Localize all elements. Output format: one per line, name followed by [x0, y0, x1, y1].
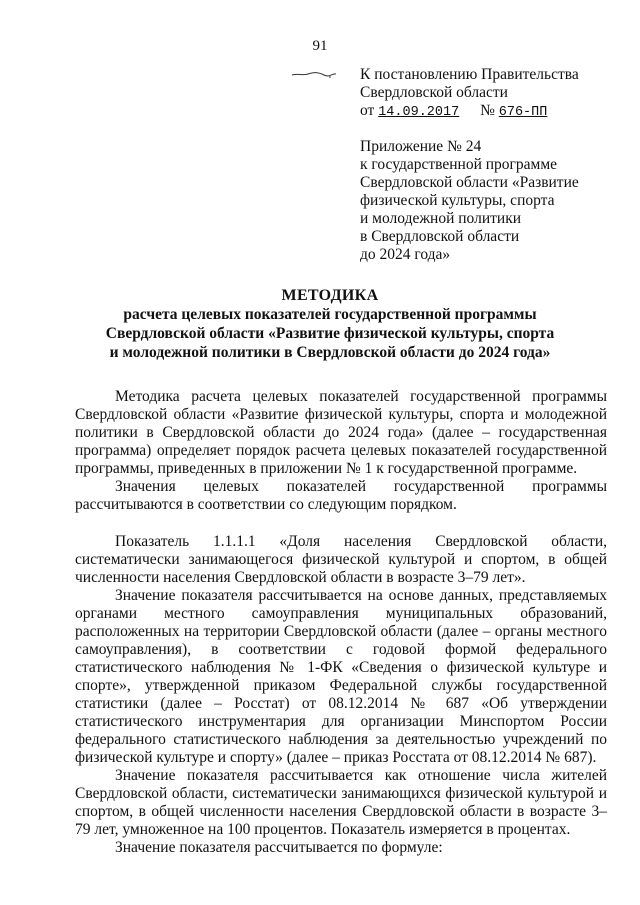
handwritten-mark [290, 66, 338, 80]
appendix-line: физической культуры, спорта [360, 192, 555, 209]
appendix-line: Свердловской области «Развитие [360, 174, 579, 191]
document-body [75, 388, 607, 857]
appendix-line: и молодежной политики [360, 210, 522, 227]
decree-reference [360, 66, 620, 122]
appendix-line: к государственной программе [360, 156, 558, 173]
decree-line-2: Свердловской области [360, 84, 508, 101]
decree-line-1: К постановлению Правительства [360, 66, 579, 83]
decree-number: 676-ПП [498, 105, 548, 120]
decree-number-label: № [480, 102, 495, 119]
decree-date-line [360, 102, 620, 122]
title-main: МЕТОДИКА [281, 287, 379, 304]
appendix-line: до 2024 года» [360, 246, 451, 263]
appendix-line: Приложение № 24 [360, 138, 482, 155]
title-line: Свердловской области «Развитие физической культуры, спорта [105, 325, 555, 342]
paragraph: Значение показателя рассчитывается на основе данных, представляемых органами местного самоуправления муниципальных образований, расположенных на территории Свердловской области (далее – органы местного самоуправления), в соответствии с годовой формой федерального статистического наблюдения № 1-ФК «Сведения о физической культуре и спорте», утвержденной приказом Федеральной службы государственной статистики (далее – Росстат) от 08.12.2014 № 687 «Об утверждении статистического инструментария для организации Минспортом России федерального статистического наблюдения за деятельностью учреждений по физической культуре и спорту» (далее – приказ Росстата от 08.12.2014 № 687). [75, 587, 607, 766]
decree-date: 14.09.2017 [378, 105, 460, 120]
paragraph: Методика расчета целевых показателей государственной программы Свердловской области «Развитие физической культуры, спорта и молодежной политики в Свердловской области до 2024 года» (далее – государственная программа) определяет порядок расчета целевых показателей государственной программы, приведенных в приложении № 1 к государственной программе. [75, 388, 607, 477]
appendix-reference [360, 138, 620, 264]
document-title [60, 286, 600, 362]
title-line: расчета целевых показателей государственной программы [123, 306, 537, 323]
appendix-line: в Свердловской области [360, 228, 520, 245]
paragraph: Показатель 1.1.1.1 «Доля населения Свердловской области, систематически занимающегося физической культурой и спортом, в общей численности населения Свердловской области в возрасте 3–79 лет». [75, 533, 607, 586]
title-line: и молодежной политики в Свердловской области до 2024 года» [109, 344, 551, 361]
page-number: 91 [312, 38, 328, 54]
paragraph: Значение показателя рассчитывается как отношение числа жителей Свердловской области, систематически занимающихся физической культурой и спортом, в общей численности населения Свердловской области в возрасте 3–79 лет, умноженное на 100 процентов. Показатель измеряется в процентах. [75, 767, 607, 838]
paragraph: Значения целевых показателей государственной программы рассчитываются в соответствии со следующим порядком. [75, 478, 607, 513]
decree-from-label: от [360, 102, 375, 119]
paragraph: Значение показателя рассчитывается по формуле: [115, 839, 443, 856]
